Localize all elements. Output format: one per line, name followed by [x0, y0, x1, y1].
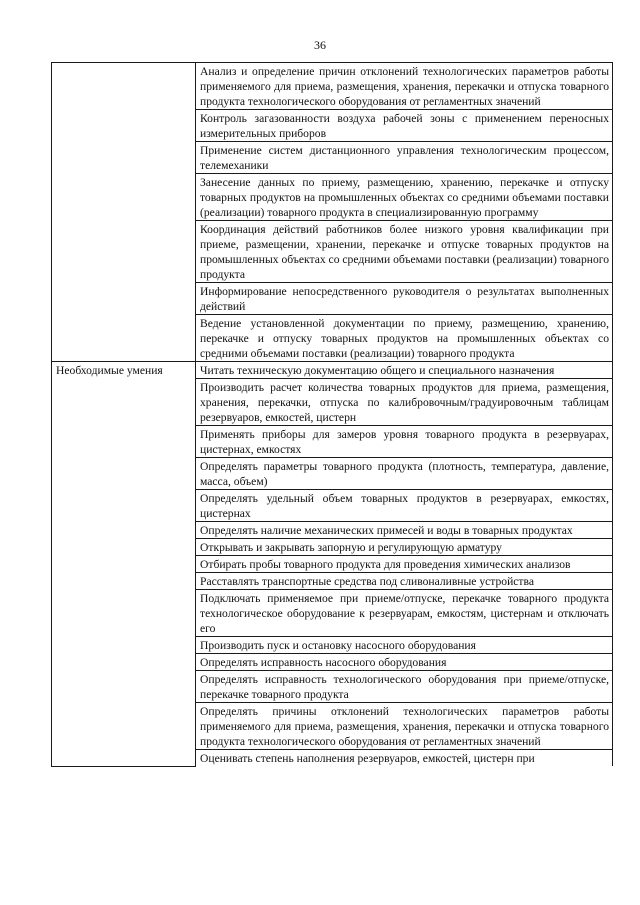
item-text: Контроль загазованности воздуха рабочей зоны с применением переносных измерительных приборов [200, 112, 609, 140]
item-text: Определять причины отклонений технологических параметров работы применяемого для приема, размещения, хранения, перекачки и отпуска товарного продукта технологического оборудования от регламентных значений [200, 705, 609, 748]
table-row [52, 63, 613, 110]
item-text: Производить расчет количества товарных продуктов для приема, размещения, хранения, перекачки, отпуска по калибровочным/градуировочным таблицам резервуаров, емкостей, цистерн [200, 381, 609, 424]
table-cell-item [196, 63, 613, 110]
item-text: Занесение данных по приему, размещению, хранению, перекачке и отпуску товарных продуктов на промышленных объектах со средними объемами поставки (реализации) товарного продукта в специализированную программу [200, 176, 609, 219]
item-text: Координация действий работников более низкого уровня квалификации при приеме, размещении, хранении, перекачке и отпуске товарных продуктов на промышленных объектах со средними объемами поставки (реализации) товарного продукта [200, 223, 609, 281]
table-cell-item [196, 426, 613, 458]
table-cell-item [196, 174, 613, 221]
item-text: Информирование непосредственного руководителя о результатах выполненных действий [200, 285, 609, 313]
item-text: Определять наличие механических примесей и воды в товарных продуктах [200, 524, 573, 537]
item-text: Применение систем дистанционного управления технологическим процессом, телемеханики [200, 144, 609, 172]
item-text: Производить пуск и остановку насосного оборудования [200, 639, 476, 652]
table-cell-item [196, 522, 613, 539]
section-label-cell: Необходимые умения [52, 362, 196, 767]
table-body [52, 63, 613, 767]
item-text: Ведение установленной документации по приему, размещению, хранению, перекачке и отпуску товарных продуктов на промышленных объектах со средними объемами поставки (реализации) товарного продукта [200, 317, 609, 360]
table-cell-item [196, 458, 613, 490]
table-cell-item [196, 110, 613, 142]
table-cell-item [196, 315, 613, 362]
table-cell-item [196, 362, 613, 379]
item-text: Анализ и определение причин отклонений технологических параметров работы применяемого для приема, размещения, хранения, перекачки и отпуска товарного продукта технологического оборудования от регламентных значений [200, 65, 609, 108]
table-cell-item [196, 490, 613, 522]
item-text: Подключать применяемое при приеме/отпуске, перекачке товарного продукта технологическое оборудование к резервуарам, емкостям, цистернам и отключать его [200, 592, 609, 635]
table-row [52, 362, 613, 379]
section-label-cell [52, 63, 196, 362]
page-number: 36 [314, 38, 326, 52]
item-text: Расставлять транспортные средства под сливоналивные устройства [200, 575, 534, 588]
table-cell-item [196, 671, 613, 703]
table-cell-item [196, 750, 613, 767]
item-text: Оценивать степень наполнения резервуаров, емкостей, цистерн при [200, 752, 535, 765]
table-cell-item [196, 379, 613, 426]
item-text: Определять параметры товарного продукта (плотность, температура, давление, масса, объем) [200, 460, 609, 488]
item-text: Открывать и закрывать запорную и регулирующую арматуру [200, 541, 502, 554]
table-cell-item [196, 556, 613, 573]
table-cell-item [196, 142, 613, 174]
table-cell-item [196, 654, 613, 671]
table-cell-item [196, 703, 613, 750]
table-cell-item [196, 637, 613, 654]
table-cell-item [196, 283, 613, 315]
table-cell-item [196, 539, 613, 556]
item-text: Определять исправность насосного оборудования [200, 656, 447, 669]
item-text: Читать техническую документацию общего и специального назначения [200, 364, 555, 377]
table-cell-item [196, 221, 613, 283]
item-text: Отбирать пробы товарного продукта для проведения химических анализов [200, 558, 571, 571]
table-cell-item [196, 573, 613, 590]
competency-table [51, 62, 613, 767]
table-cell-item [196, 590, 613, 637]
item-text: Определять удельный объем товарных продуктов в резервуарах, емкостях, цистернах [200, 492, 609, 520]
item-text: Применять приборы для замеров уровня товарного продукта в резервуарах, цистернах, емкостях [200, 428, 609, 456]
item-text: Определять исправность технологического оборудования при приеме/отпуске, перекачке товарного продукта [200, 673, 609, 701]
